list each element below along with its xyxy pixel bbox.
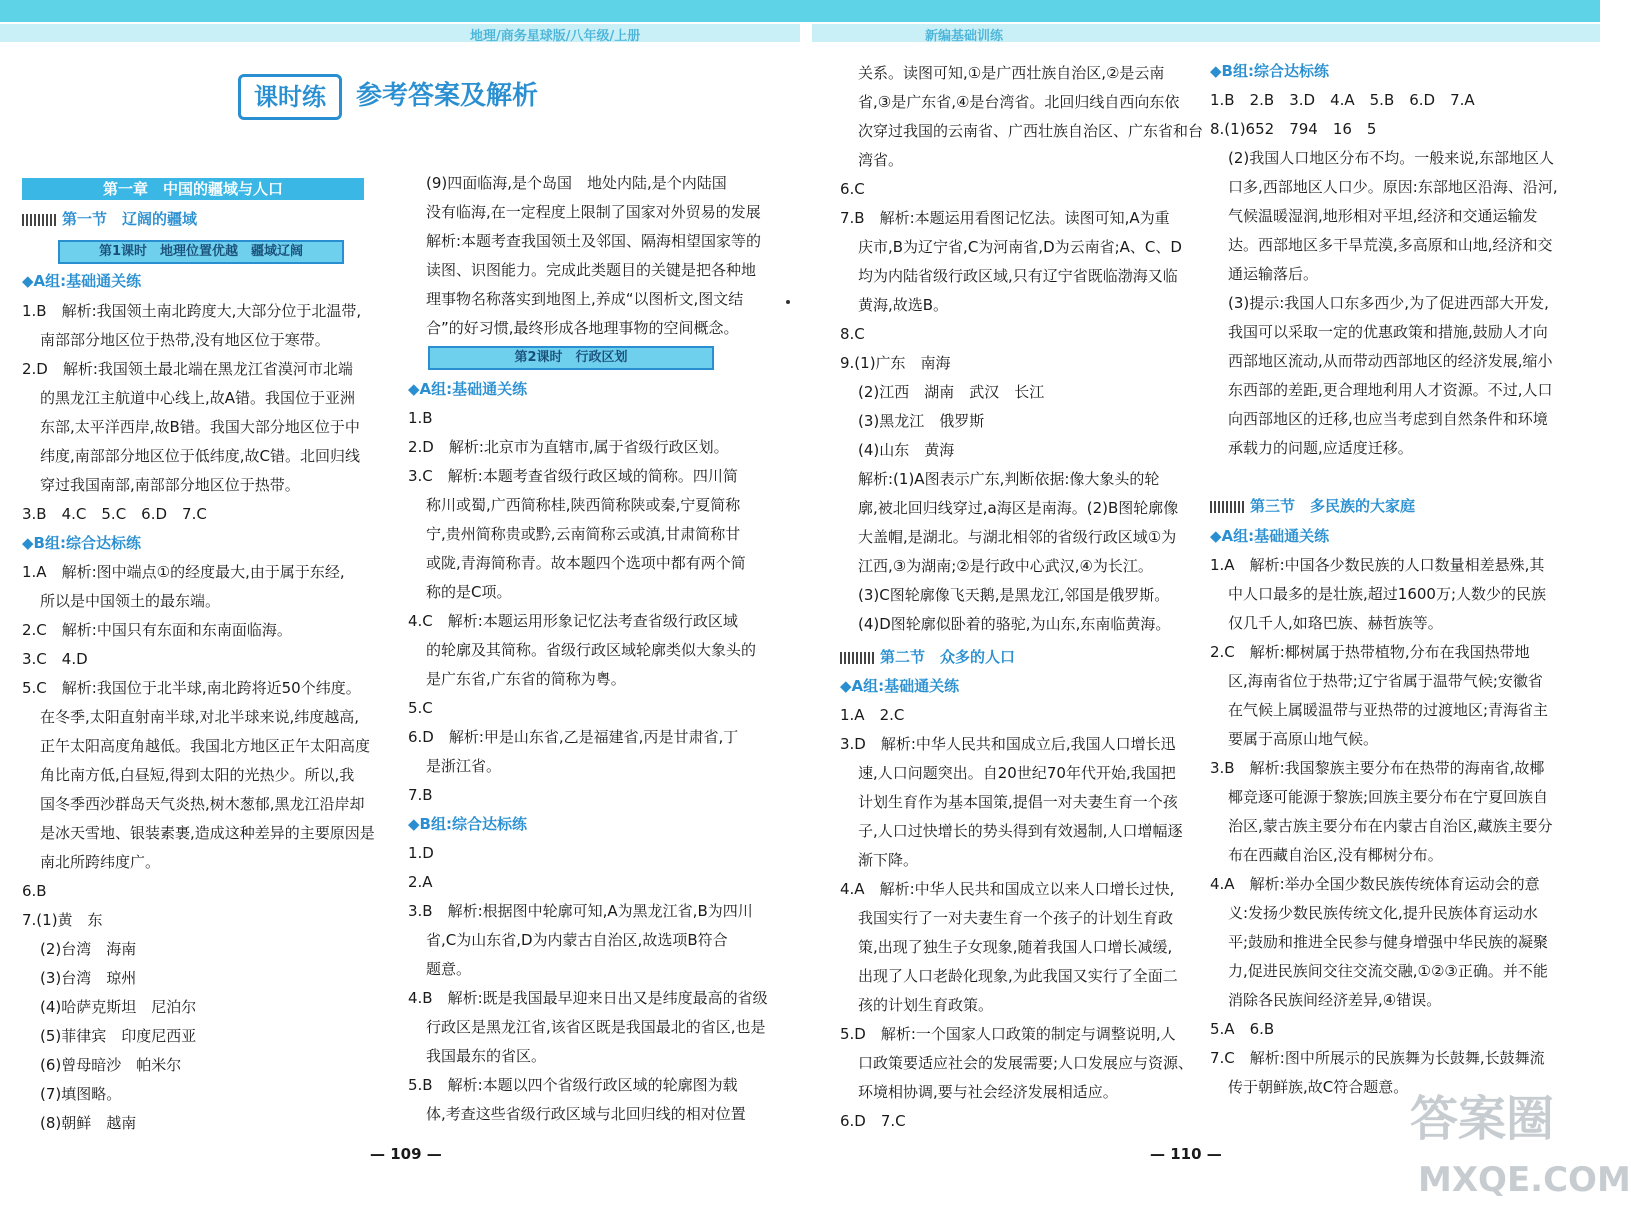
answer-line: (2)台湾 海南 [40, 940, 137, 958]
answer-line: 7.(1)黄 东 [22, 911, 103, 929]
answer-line: 平;鼓励和推进全民参与健身增强中华民族的凝聚 [1228, 933, 1549, 951]
answer-line: 3.B 解析:根据图中轮廓可知,A为黑龙江省,B为四川 [408, 902, 753, 920]
answer-line: (9)四面临海,是个岛国 地处内陆,是个内陆国 [426, 174, 727, 192]
answer-line: 在冬季,太阳直射南半球,对北半球来说,纬度越高, [40, 708, 360, 726]
section-marker-icon [840, 652, 874, 664]
answer-line: 通运输落后。 [1228, 265, 1319, 283]
group-heading: ◆B组:综合达标练 [408, 815, 527, 833]
answer-line: 合”的好习惯,最终形成各地理事物的空间概念。 [426, 319, 739, 337]
answer-line: (7)填图略。 [40, 1085, 122, 1103]
section-marker-icon [22, 214, 56, 226]
answer-line: 口多,西部地区人口少。原因:东部地区沿海、沿河, [1228, 178, 1558, 196]
answer-line: 省,③是广东省,④是台湾省。北回归线自西向东依 [858, 93, 1180, 111]
page-number-right: — 110 — [1150, 1145, 1222, 1163]
answer-line: 3.B 解析:我国黎族主要分布在热带的海南省,故椰 [1210, 759, 1545, 777]
answer-line: 均为内陆省级行政区域,只有辽宁省既临渤海又临 [858, 267, 1178, 285]
answer-line: 解析:本题考查我国领土及邻国、隔海相望国家等的 [426, 232, 762, 250]
answer-line: 纬度,南部部分地区位于低纬度,故C错。北回归线 [40, 447, 361, 465]
title-text: 参考答案及解析 [356, 81, 539, 111]
answer-line: 2.C 解析:中国只有东面和东南面临海。 [22, 621, 292, 639]
answer-line: 渐下降。 [858, 851, 919, 869]
answer-line: 4.B 解析:既是我国最早迎来日出又是纬度最高的省级 [408, 989, 768, 1007]
answer-line: 东西部的差距,更合理地利用人才资源。不过,人口 [1228, 381, 1553, 399]
answer-line: 我国可以采取一定的优惠政策和措施,鼓励人才向 [1228, 323, 1548, 341]
answer-line: 廓,被北回归线穿过,a海区是南海。(2)B图轮廓像 [858, 499, 1179, 517]
answer-line: 出现了人口老龄化现象,为此我国又实行了全面二 [858, 967, 1178, 985]
answer-line: 8.(1)652 794 16 5 [1210, 120, 1377, 138]
answer-line: 子,人口过快增长的势头得到有效遏制,人口增幅逐 [858, 822, 1183, 840]
answer-line: 角比南方低,白昼短,得到太阳的光热少。所以,我 [40, 766, 355, 784]
answer-line: 的轮廓及其简称。省级行政区域轮廓类似大象头的 [426, 641, 757, 659]
answer-line: 读图、识图能力。完成此类题目的关键是把各种地 [426, 261, 757, 279]
answer-line: 体,考查这些省级行政区域与北回归线的相对位置 [426, 1105, 746, 1123]
answer-line: 5.C [408, 699, 433, 717]
header-strip-left [0, 24, 800, 42]
lesson-banner-2: 第2课时 行政区划 [428, 346, 714, 370]
answer-line: 的黑龙江主航道中心线上,故A错。我国位于亚洲 [40, 389, 356, 407]
answer-line: 达。西部地区多干旱荒漠,多高原和山地,经济和交 [1228, 236, 1553, 254]
chapter-banner: 第一章 中国的疆域与人口 [22, 178, 364, 200]
answer-line: 在气候上属暖温带与亚热带的过渡地区;青海省主 [1228, 701, 1549, 719]
watermark-logo [1400, 1080, 1631, 1210]
answer-line: 2.A [408, 873, 433, 891]
answer-line: (8)朝鲜 越南 [40, 1114, 137, 1132]
answer-line: 是广东省,广东省的简称为粤。 [426, 670, 626, 688]
answer-line: 7.B 解析:本题运用看图记忆法。读图可知,A为重 [840, 209, 1170, 227]
answer-line: (6)曾母暗沙 帕米尔 [40, 1056, 182, 1074]
answer-line: 2.D 解析:我国领土最北端在黑龙江省漠河市北端 [22, 360, 353, 378]
answer-line: 7.B [408, 786, 433, 804]
answer-line: 3.D 解析:中华人民共和国成立后,我国人口增长迅 [840, 735, 1176, 753]
answer-line: 消除各民族间经济差异,④错误。 [1228, 991, 1442, 1009]
answer-line: 3.C 4.D [22, 650, 88, 668]
page-number-left: — 109 — [370, 1145, 442, 1163]
answer-line: 1.B 2.B 3.D 4.A 5.B 6.D 7.A [1210, 91, 1475, 109]
section-marker-icon [1210, 501, 1244, 513]
answer-line: 我国最东的省区。 [426, 1047, 547, 1065]
answer-line: 西部地区流动,从而带动西部地区的经济发展,缩小 [1228, 352, 1553, 370]
answer-line: 东部,太平洋西岸,故B错。我国大部分地区位于中 [40, 418, 360, 436]
answer-line: 1.D [408, 844, 434, 862]
header-brand: 新编基础训练 [925, 29, 1004, 44]
section-heading-2: 第二节 众多的人口 [840, 646, 1015, 668]
answer-line: 椰竞逐可能源于黎族;回族主要分布在宁夏回族自 [1228, 788, 1549, 806]
answer-line: 5.A 6.B [1210, 1020, 1275, 1038]
answer-line: 承载力的问题,应适度迁移。 [1228, 439, 1413, 457]
answer-line: 5.B 解析:本题以四个省级行政区域的轮廓图为载 [408, 1076, 738, 1094]
answer-line: 是冰天雪地、银装素裹,造成这种差异的主要原因是 [40, 824, 375, 842]
answer-line: (5)菲律宾 印度尼西亚 [40, 1027, 197, 1045]
answer-line: (3)台湾 琼州 [40, 969, 137, 987]
answer-line: (2)我国人口地区分布不均。一般来说,东部地区人 [1228, 149, 1555, 167]
watermark-line1: 答案圈 [1410, 1091, 1555, 1147]
answer-line: 1.A 解析:中国各少数民族的人口数量相差悬殊,其 [1210, 556, 1545, 574]
answer-line: 1.B [408, 409, 433, 427]
answer-line: 4.C 解析:本题运用形象记忆法考查省级行政区域 [408, 612, 738, 630]
lesson-banner-1: 第1课时 地理位置优越 疆域辽阔 [58, 240, 344, 264]
answer-line: 8.C [840, 325, 865, 343]
section-heading-3: 第三节 多民族的大家庭 [1210, 495, 1415, 517]
answer-line: 4.A 解析:中华人民共和国成立以来人口增长过快, [840, 880, 1175, 898]
answer-line: 或陇,青海简称青。故本题四个选项中都有两个简 [426, 554, 746, 572]
section-heading-1: 第一节 辽阔的疆域 [22, 208, 197, 230]
answer-line: 黄海,故选B。 [858, 296, 949, 314]
group-heading: ◆A组:基础通关练 [22, 272, 142, 290]
answer-line: 4.A 解析:举办全国少数民族传统体育运动会的意 [1210, 875, 1540, 893]
answer-line: (2)江西 湖南 武汉 长江 [858, 383, 1045, 401]
answer-line: 庆市,B为辽宁省,C为河南省,D为云南省;A、C、D [858, 238, 1182, 256]
answer-line: 传于朝鲜族,故C符合题意。 [1228, 1078, 1409, 1096]
answer-line: 湾省。 [858, 151, 904, 169]
header-subject-path: 地理/商务星球版/八年级/上册 [470, 29, 641, 44]
answer-line: 力,促进民族间交往交流交融,①②③正确。并不能 [1228, 962, 1548, 980]
group-heading: ◆A组:基础通关练 [840, 677, 960, 695]
answer-line: (4)D图轮廓似卧着的骆驼,为山东,东南临黄海。 [858, 615, 1171, 633]
answer-line: 国冬季西沙群岛天气炎热,树木葱郁,黑龙江沿岸却 [40, 795, 365, 813]
answer-line: 称川或蜀,广西简称桂,陕西简称陕或秦,宁夏简称 [426, 496, 741, 514]
answer-line: (4)哈萨克斯坦 尼泊尔 [40, 998, 197, 1016]
answer-line: 治区,蒙古族主要分布在内蒙古自治区,藏族主要分 [1228, 817, 1553, 835]
answer-line: 策,出现了独生子女现象,随着我国人口增长减缓, [858, 938, 1173, 956]
answer-line: 江西,③为湖南;②是行政中心武汉,④为长江。 [858, 557, 1153, 575]
answer-line: 2.C 解析:椰树属于热带植物,分布在我国热带地 [1210, 643, 1530, 661]
answer-line: 5.C 解析:我国位于北半球,南北跨将近50个纬度。 [22, 679, 361, 697]
answer-line: 3.B 4.C 5.C 6.D 7.C [22, 505, 207, 523]
group-heading: ◆B组:综合达标练 [1210, 62, 1329, 80]
answer-line: 中人口最多的是壮族,超过1600万;人数少的民族 [1228, 585, 1546, 603]
answer-line: 行政区是黑龙江省,该省区既是我国最北的省区,也是 [426, 1018, 766, 1036]
top-color-band [0, 0, 1600, 22]
answer-line: 孩的计划生育政策。 [858, 996, 994, 1014]
answer-line: 穿过我国南部,南部部分地区位于热带。 [40, 476, 300, 494]
group-heading: ◆B组:综合达标练 [22, 534, 141, 552]
answer-line: 环境相协调,要与社会经济发展相适应。 [858, 1083, 1118, 1101]
answer-line: 我国实行了一对夫妻生育一个孩子的计划生育政 [858, 909, 1174, 927]
answer-line: 理事物名称落实到地图上,养成“以图析文,图文结 [426, 290, 744, 308]
answer-line: 1.A 解析:图中端点①的经度最大,由于属于东经, [22, 563, 345, 581]
answer-line: 1.B 解析:我国领土南北跨度大,大部分位于北温带, [22, 302, 362, 320]
group-heading: ◆A组:基础通关练 [1210, 527, 1330, 545]
answer-line: 要属于高原山地气候。 [1228, 730, 1379, 748]
answer-line: 口政策要适应社会的发展需要;人口发展应与资源、 [858, 1054, 1194, 1072]
answer-line: 仅几千人,如珞巴族、赫哲族等。 [1228, 614, 1443, 632]
watermark-line2: MXQE.COM [1418, 1160, 1631, 1200]
answer-line: 所以是中国领土的最东端。 [40, 592, 221, 610]
answer-line: 6.D 7.C [840, 1112, 906, 1130]
answer-line: 没有临海,在一定程度上限制了国家对外贸易的发展 [426, 203, 761, 221]
answer-line: 速,人口问题突出。自20世纪70年代开始,我国把 [858, 764, 1176, 782]
answer-line: 南部部分地区位于热带,没有地区位于寒带。 [40, 331, 330, 349]
answer-line: 称的是C项。 [426, 583, 512, 601]
answer-line: 南北所跨纬度广。 [40, 853, 161, 871]
answer-line: 5.D 解析:一个国家人口政策的制定与调整说明,人 [840, 1025, 1176, 1043]
answer-line: 6.C [840, 180, 865, 198]
answer-line: 大盖帽,是湖北。与湖北相邻的省级行政区域①为 [858, 528, 1177, 546]
answer-line: 次穿过我国的云南省、广西壮族自治区、广东省和台 [858, 122, 1204, 140]
answer-line: 气候温暖湿润,地形相对平坦,经济和交通运输发 [1228, 207, 1538, 225]
answer-line: 区,海南省位于热带;辽宁省属于温带气候;安徽省 [1228, 672, 1543, 690]
answer-line: (3)C图轮廓像飞天鹅,是黑龙江,邻国是俄罗斯。 [858, 586, 1170, 604]
answer-line: 解析:(1)A图表示广东,判断依据:像大象头的轮 [858, 470, 1160, 488]
answer-line: 2.D 解析:北京市为直辖市,属于省级行政区划。 [408, 438, 729, 456]
answer-line: 1.A 2.C [840, 706, 905, 724]
answer-line: 6.D 解析:甲是山东省,乙是福建省,丙是甘肃省,丁 [408, 728, 739, 746]
answer-line: 省,C为山东省,D为内蒙古自治区,故选项B符合 [426, 931, 728, 949]
answer-line: 计划生育作为基本国策,提倡一对夫妻生育一个孩 [858, 793, 1178, 811]
answer-line: 向西部地区的迁移,也应当考虑到自然条件和环境 [1228, 410, 1548, 428]
answer-line: 9.(1)广东 南海 [840, 354, 951, 372]
group-heading: ◆A组:基础通关练 [408, 380, 528, 398]
answer-line: 正午太阳高度角越低。我国北方地区正午太阳高度 [40, 737, 371, 755]
answer-line: (3)提示:我国人口东多西少,为了促进西部大开发, [1228, 294, 1549, 312]
answer-line: 义:发扬少数民族传统文化,提升民族体育运动水 [1228, 904, 1538, 922]
stray-dot [786, 300, 790, 304]
title-badge: 课时练 [238, 74, 342, 120]
answer-line: 6.B [22, 882, 47, 900]
answer-line: 题意。 [426, 960, 472, 978]
answer-line: 3.C 解析:本题考查省级行政区域的简称。四川简 [408, 467, 738, 485]
answer-line: (4)山东 黄海 [858, 441, 955, 459]
answer-line: 布在西藏自治区,没有椰树分布。 [1228, 846, 1443, 864]
answer-line: 宁,贵州简称贵或黔,云南简称云或滇,甘肃简称甘 [426, 525, 741, 543]
answer-line: (3)黑龙江 俄罗斯 [858, 412, 985, 430]
answer-line: 是浙江省。 [426, 757, 502, 775]
answer-line: 关系。读图可知,①是广西壮族自治区,②是云南 [858, 64, 1165, 82]
answer-line: 7.C 解析:图中所展示的民族舞为长鼓舞,长鼓舞流 [1210, 1049, 1545, 1067]
